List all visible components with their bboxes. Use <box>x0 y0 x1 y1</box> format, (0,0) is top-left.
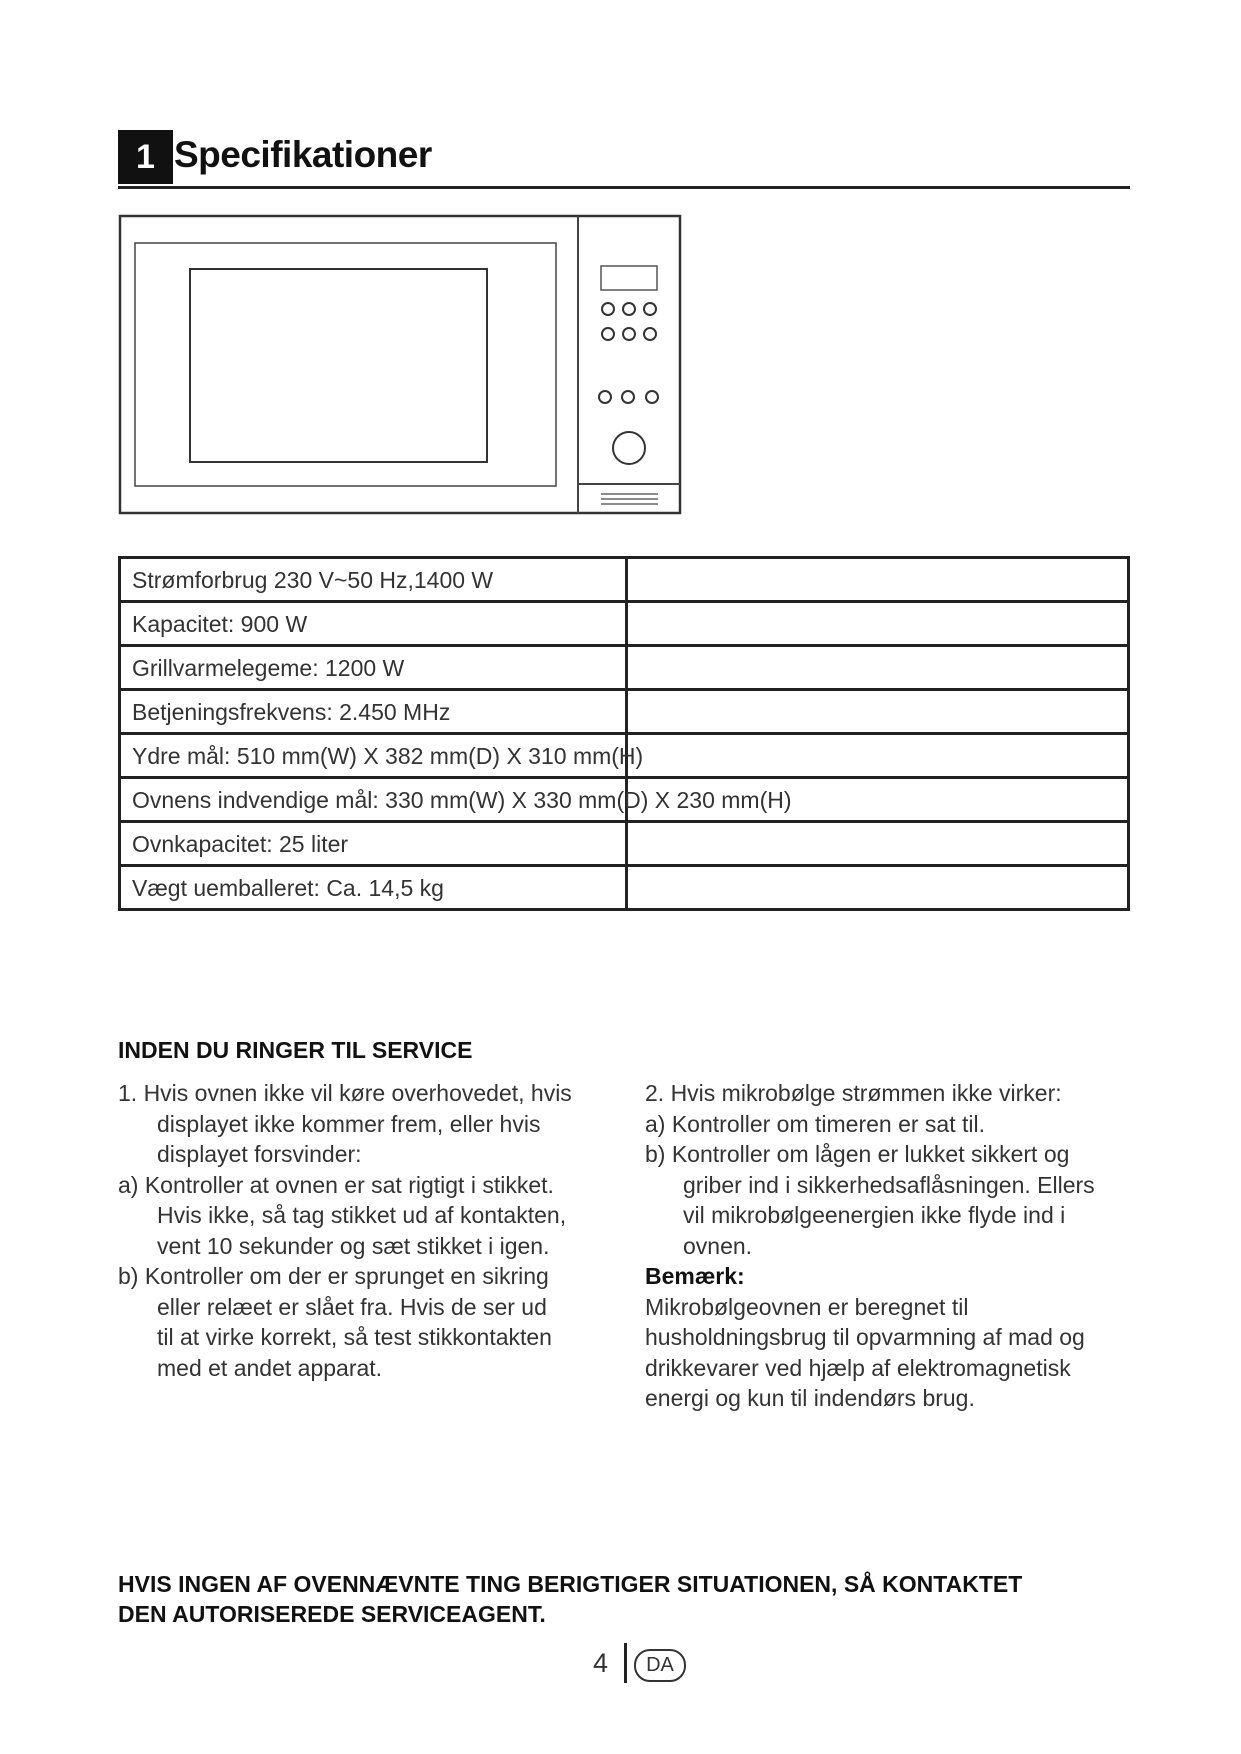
list-item: a) Kontroller at ovnen er sat rigtigt i stikket. <box>118 1171 554 1198</box>
list-item-cont: displayet forsvinder: <box>157 1141 362 1167</box>
note-label: Bemærk: <box>645 1263 745 1289</box>
note-text: Mikrobølgeovnen er beregnet til <box>645 1293 969 1320</box>
note-text: husholdningsbrug til opvarmning af mad og <box>645 1324 1085 1350</box>
section-number: 1 <box>118 130 173 184</box>
list-item-cont: vent 10 sekunder og sæt stikket i igen. <box>157 1232 550 1259</box>
spec-weight: Vægt uemballeret: Ca. 14,5 kg <box>132 875 444 901</box>
service-title: INDEN DU RINGER TIL SERVICE <box>118 1037 473 1063</box>
page-number: 4 <box>593 1648 609 1678</box>
section-title: Specifikationer <box>174 134 432 175</box>
list-item: 1. Hvis ovnen ikke vil køre overhovedet, hvis <box>118 1080 572 1106</box>
list-item-cont: griber ind i sikkerhedsaflåsningen. Ellers <box>683 1171 1095 1198</box>
table-row <box>120 558 1129 602</box>
spec-capacity: Kapacitet: 900 W <box>132 611 308 637</box>
spec-frequency: Betjeningsfrekvens: 2.450 MHz <box>132 699 451 725</box>
spec-grill: Grillvarmelegeme: 1200 W <box>132 655 405 681</box>
table-row <box>120 646 1129 690</box>
language-badge: DA <box>634 1649 686 1682</box>
warning-line: DEN AUTORISEREDE SERVICEAGENT. <box>118 1601 546 1627</box>
table-row <box>120 822 1129 866</box>
spec-outer-dimensions: Ydre mål: 510 mm(W) X 382 mm(D) X 310 mm(H) <box>132 743 644 769</box>
list-item-cont: displayet ikke kommer frem, eller hvis <box>157 1110 541 1137</box>
microwave-illustration <box>118 214 684 518</box>
service-right-column <box>645 1078 1145 1414</box>
table-row <box>120 690 1129 734</box>
service-warning <box>118 1569 1168 1629</box>
note-text: energi og kun til indendørs brug. <box>645 1385 975 1411</box>
list-item-cont: vil mikrobølgeenergien ikke flyde ind i <box>683 1202 1066 1228</box>
list-item: a) Kontroller om timeren er sat til. <box>645 1110 986 1137</box>
list-item-cont: til at virke korrekt, så test stikkontakten <box>157 1324 552 1350</box>
spec-table <box>118 556 1130 911</box>
spec-oven-capacity: Ovnkapacitet: 25 liter <box>132 831 349 857</box>
list-item-cont: med et andet apparat. <box>157 1354 383 1381</box>
list-item: 2. Hvis mikrobølge strømmen ikke virker: <box>645 1080 1062 1106</box>
list-item: b) Kontroller om lågen er lukket sikkert og <box>645 1141 1070 1167</box>
page-divider <box>624 1643 627 1683</box>
service-left-column <box>118 1078 638 1383</box>
section-heading <box>118 130 1130 189</box>
list-item: b) Kontroller om der er sprunget en sikring <box>118 1263 549 1289</box>
table-row <box>120 778 1129 822</box>
spec-inner-dimensions: Ovnens indvendige mål: 330 mm(W) X 330 mm(D) X 230 mm(H) <box>132 787 792 813</box>
table-row <box>120 734 1129 778</box>
table-row <box>120 602 1129 646</box>
list-item-cont: ovnen. <box>683 1232 753 1259</box>
table-row <box>120 866 1129 910</box>
warning-line: HVIS INGEN AF OVENNÆVNTE TING BERIGTIGER SITUATIONEN, SÅ KONTAKTET <box>118 1571 1023 1597</box>
spec-power: Strømforbrug 230 V~50 Hz,1400 W <box>132 567 494 593</box>
note-text: drikkevarer ved hjælp af elektromagnetisk <box>645 1354 1071 1381</box>
list-item-cont: eller relæet er slået fra. Hvis de ser ud <box>157 1293 547 1320</box>
list-item-cont: Hvis ikke, så tag stikket ud af kontakten, <box>157 1202 567 1228</box>
